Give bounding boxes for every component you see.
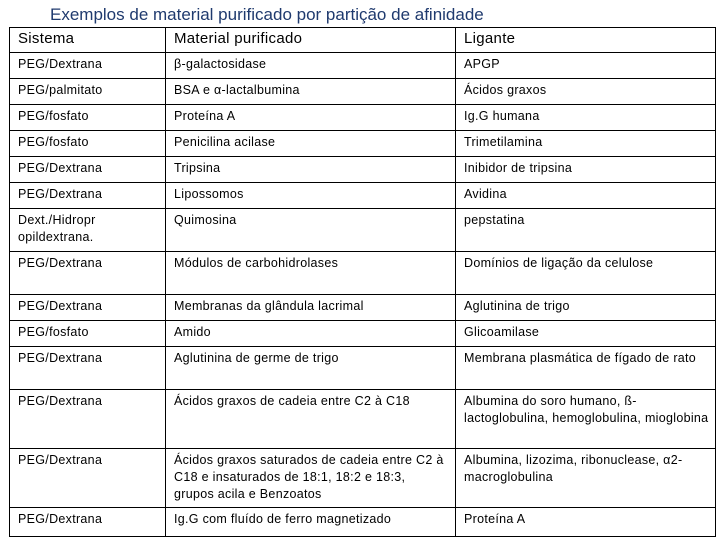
- table-row: [10, 252, 716, 295]
- cell-material: Ig.G com fluído de ferro magnetizado: [166, 508, 456, 537]
- cell-ligante: Membrana plasmática de fígado de rato: [456, 347, 716, 390]
- cell-ligante: Glicoamilase: [456, 321, 716, 347]
- cell-ligante: APGP: [456, 53, 716, 79]
- cell-material: Aglutinina de germe de trigo: [166, 347, 456, 390]
- table-row: [10, 347, 716, 390]
- cell-ligante: Domínios de ligação da celulose: [456, 252, 716, 295]
- cell-sistema: PEG/fosfato: [10, 321, 166, 347]
- table-row: [10, 508, 716, 537]
- cell-material: Módulos de carbohidrolases: [166, 252, 456, 295]
- cell-ligante: Ácidos graxos: [456, 79, 716, 105]
- header-ligante: Ligante: [456, 28, 716, 53]
- cell-sistema: PEG/Dextrana: [10, 449, 166, 508]
- header-sistema: Sistema: [10, 28, 166, 53]
- table-row: [10, 79, 716, 105]
- cell-ligante: Albumina do soro humano, ß-lactoglobulina, hemoglobulina, mioglobina: [456, 390, 716, 449]
- table-row: [10, 157, 716, 183]
- table-row: [10, 131, 716, 157]
- header-material: Material purificado: [166, 28, 456, 53]
- cell-sistema: PEG/Dextrana: [10, 390, 166, 449]
- cell-ligante: Avidina: [456, 183, 716, 209]
- cell-sistema: PEG/Dextrana: [10, 252, 166, 295]
- cell-ligante: pepstatina: [456, 209, 716, 252]
- cell-material: BSA e α-lactalbumina: [166, 79, 456, 105]
- table-row: [10, 449, 716, 508]
- cell-sistema: PEG/fosfato: [10, 131, 166, 157]
- cell-material: Ácidos graxos saturados de cadeia entre C2 à C18 e insaturados de 18:1, 18:2 e 18:3, grupos acila e Benzoatos: [166, 449, 456, 508]
- cell-material: Ácidos graxos de cadeia entre C2 à C18: [166, 390, 456, 449]
- cell-ligante: Proteína A: [456, 508, 716, 537]
- table-row: [10, 105, 716, 131]
- cell-material: Proteína A: [166, 105, 456, 131]
- page-title: Exemplos de material purificado por partição de afinidade: [50, 5, 484, 24]
- cell-ligante: Trimetilamina: [456, 131, 716, 157]
- table-row: [10, 321, 716, 347]
- cell-sistema: PEG/Dextrana: [10, 508, 166, 537]
- table-row: [10, 183, 716, 209]
- cell-ligante: Ig.G humana: [456, 105, 716, 131]
- cell-sistema: PEG/Dextrana: [10, 183, 166, 209]
- cell-sistema: PEG/Dextrana: [10, 347, 166, 390]
- cell-material: Tripsina: [166, 157, 456, 183]
- affinity-partition-table: [9, 27, 716, 537]
- cell-ligante: Albumina, lizozima, ribonuclease, α2- macroglobulina: [456, 449, 716, 508]
- cell-sistema: PEG/Dextrana: [10, 53, 166, 79]
- cell-sistema: Dext./Hidropr opildextrana.: [10, 209, 166, 252]
- cell-material: β-galactosidase: [166, 53, 456, 79]
- cell-sistema: PEG/Dextrana: [10, 295, 166, 321]
- cell-material: Penicilina acilase: [166, 131, 456, 157]
- table-row: [10, 209, 716, 252]
- table-header-row: [10, 28, 716, 53]
- cell-sistema: PEG/palmitato: [10, 79, 166, 105]
- table-row: [10, 53, 716, 79]
- cell-material: Quimosina: [166, 209, 456, 252]
- table-row: [10, 390, 716, 449]
- cell-material: Amido: [166, 321, 456, 347]
- cell-ligante: Aglutinina de trigo: [456, 295, 716, 321]
- table-row: [10, 295, 716, 321]
- cell-ligante: Inibidor de tripsina: [456, 157, 716, 183]
- cell-sistema: PEG/fosfato: [10, 105, 166, 131]
- cell-material: Membranas da glândula lacrimal: [166, 295, 456, 321]
- cell-material: Lipossomos: [166, 183, 456, 209]
- cell-sistema: PEG/Dextrana: [10, 157, 166, 183]
